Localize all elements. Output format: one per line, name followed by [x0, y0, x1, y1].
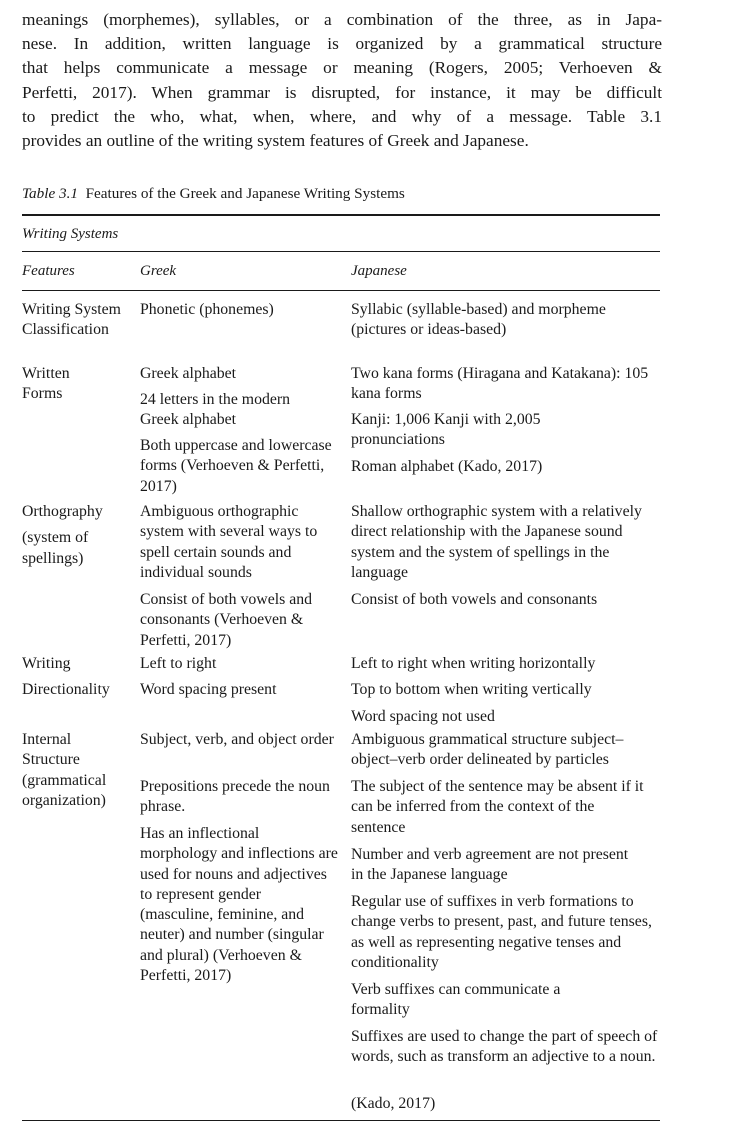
cell-text: Written Forms — [22, 365, 70, 403]
cell-text: Roman alphabet (Kado, 2017) — [351, 458, 543, 475]
cell-text: Consist of both vowels and consonants — [351, 591, 598, 608]
feature-cell — [22, 654, 140, 701]
cell-text: Orthography — [22, 503, 103, 520]
cell-text: Writing System Classification — [22, 301, 121, 339]
intro-line: to predict the who, what, when, where, and why of a message. Table 3.1 — [22, 106, 662, 126]
cell-text: 24 letters in the modern Greek alphabet — [140, 391, 291, 429]
column-header-greek: Greek — [140, 263, 177, 279]
cell-text: Directionality — [22, 681, 110, 699]
intro-line: provides an outline of the writing system features of Greek and Japanese. — [22, 131, 529, 151]
cell-text: Ambiguous orthographic system with several ways to spell certain sounds and individual sounds — [140, 503, 318, 581]
feature-cell — [22, 730, 140, 811]
header-rule — [22, 290, 660, 291]
cell-text: Word spacing present — [140, 681, 277, 699]
cell-text: Shallow orthographic system with a relatively direct relationship with the Japanese sound system and the system of spellings in the language — [351, 503, 642, 581]
cell-text: The subject of the sentence may be absent if it can be inferred from the context of the sentence — [351, 778, 644, 836]
group-header-rule — [22, 251, 660, 252]
cell-text: Suffixes are used to change the part of speech of words, such as transform an adjective to a noun. — [351, 1028, 658, 1066]
group-header: Writing Systems — [22, 226, 119, 242]
japanese-cell — [351, 654, 663, 727]
intro-line: nese. In addition, written language is organized by a grammatical structure — [22, 34, 662, 54]
cell-text: Top to bottom when writing vertically — [351, 681, 592, 699]
cell-text: Left to right — [140, 655, 217, 672]
cell-text: (system of spellings) — [22, 529, 89, 567]
cell-text: Two kana forms (Hiragana and Katakana): 105 kana forms — [351, 365, 649, 403]
cell-text: Word spacing not used — [351, 707, 495, 725]
intro-line: Perfetti, 2017). When grammar is disrupted, for instance, it may be difficult — [22, 82, 662, 102]
cell-text: Verb suffixes can communicate a formality — [351, 981, 561, 1019]
cell-text: Left to right when writing horizontally — [351, 655, 596, 672]
intro-paragraph — [22, 8, 662, 153]
cell-text: Internal Structure (grammatical organization) — [22, 731, 107, 809]
cell-text: Greek alphabet — [140, 365, 237, 382]
intro-line: that helps communicate a message or meaning (Rogers, 2005; Verhoeven & — [22, 58, 662, 78]
column-header-japanese: Japanese — [351, 263, 407, 279]
table-caption — [22, 185, 405, 203]
cell-text: Has an inflectional morphology and inflections are used for nouns and adjectives to represent gender (masculine, feminine, and neuter) and number (singular and plural) (Verhoeven & Perfetti, 2017) — [140, 825, 338, 985]
cell-text: Phonetic (phonemes) — [140, 301, 274, 318]
cell-text: Both uppercase and lowercase forms (Verhoeven & Perfetti, 2017) — [140, 437, 332, 495]
feature-cell — [22, 502, 140, 569]
cell-text: Kanji: 1,006 Kanji with 2,005 pronunciations — [351, 411, 541, 449]
cell-text: Consist of both vowels and consonants (Verhoeven & Perfetti, 2017) — [140, 591, 313, 649]
cell-text: Writing — [22, 655, 71, 672]
table-caption-label: Table 3.1 — [22, 185, 78, 202]
cell-text: Ambiguous grammatical structure subject–object–verb order delineated by particles — [351, 731, 624, 769]
cell-text: Regular use of suffixes in verb formations to change verbs to present, past, and future tenses, as well as representing negative tenses and conditionality — [351, 893, 652, 971]
greek-cell — [140, 654, 338, 701]
greek-cell — [140, 300, 338, 320]
japanese-cell — [351, 300, 663, 341]
cell-text: Number and verb agreement are not present in the Japanese language — [351, 846, 629, 884]
cell-text: Prepositions precede the noun phrase. — [140, 778, 330, 816]
feature-cell — [22, 364, 140, 405]
column-header-features: Features — [22, 263, 75, 279]
table-caption-text: Features of the Greek and Japanese Writing Systems — [85, 185, 405, 202]
feature-cell — [22, 300, 140, 341]
table-bottom-rule — [22, 1120, 660, 1121]
table-top-rule — [22, 214, 660, 216]
cell-text: Syllabic (syllable-based) and morpheme (pictures or ideas-based) — [351, 301, 606, 339]
cell-text: Subject, verb, and object order — [140, 731, 334, 748]
cell-text: (Kado, 2017) — [351, 1095, 436, 1112]
intro-line: meanings (morphemes), syllables, or a combination of the three, as in Japa- — [22, 10, 662, 29]
